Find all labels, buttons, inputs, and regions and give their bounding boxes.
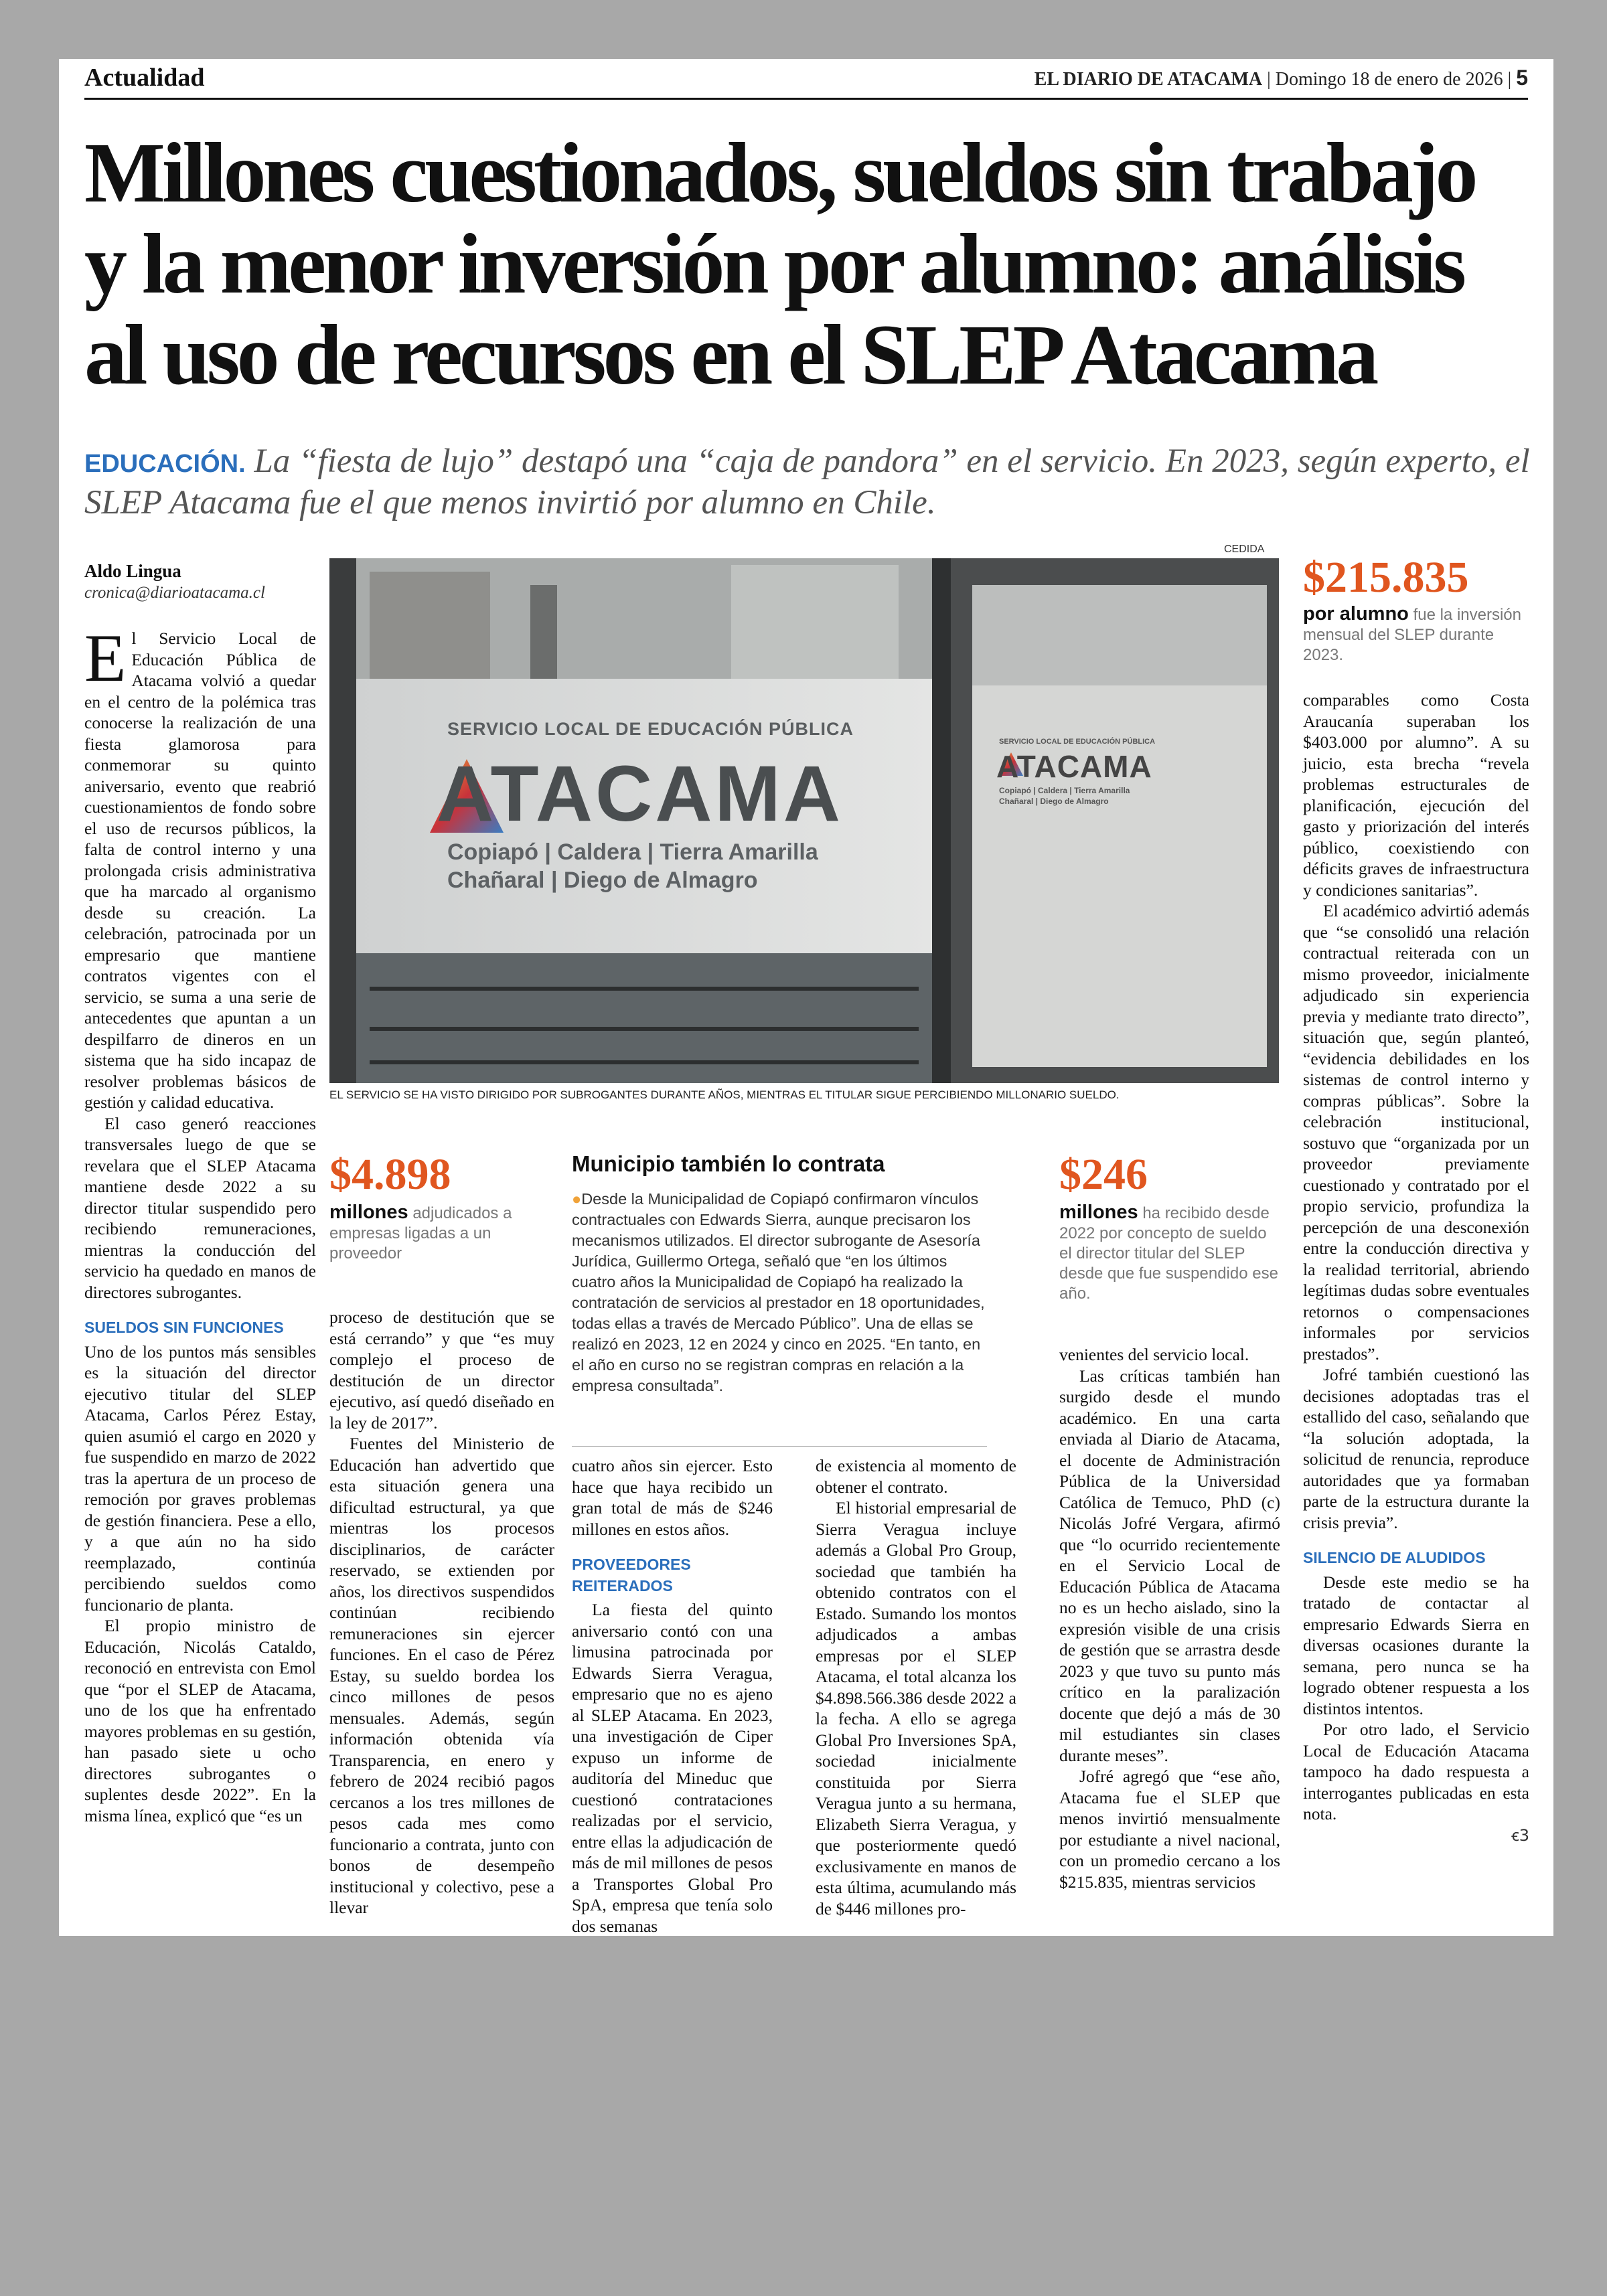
subheading: PROVEEDORES REITERADOS bbox=[572, 1556, 691, 1594]
article-photo bbox=[329, 558, 1279, 1083]
paragraph: La fiesta del quinto aniversario contó con una limusina patrocinada por Edwards Sierra Veragua, empresario que no es ajeno al SLEP Atacama. En 2023, una investigación de Ciper expuso un informe de auditoría del Mineduc que cuestionó contrataciones realizadas por el servicio, entre ellas la adjudicación de más de mil millones de pesos a Transportes Global Pro SpA, empresa que tenía solo dos semanas bbox=[572, 1600, 773, 1936]
door-sign-line-2: Chañaral | Diego de Almagro bbox=[999, 797, 1109, 806]
paragraph: Jofré también cuestionó las decisiones adoptadas tras el estallido del caso, señalando que “la solución adoptada, la solicitud de renuncia, reproduce autoridades que ya formaban parte de la estructura durante la crisis previa”. bbox=[1303, 1365, 1529, 1532]
sign-name: ATACAMA bbox=[437, 750, 843, 838]
column-2 bbox=[329, 1307, 554, 1918]
door-sign-name: ATACAMA bbox=[996, 749, 1152, 784]
subheading: SUELDOS SIN FUNCIONES bbox=[84, 1319, 284, 1336]
stat-bold: millones bbox=[1059, 1202, 1138, 1223]
page-number: 5 bbox=[1516, 66, 1528, 90]
paragraph: de existencia al momento de obtener el contrato. bbox=[816, 1456, 1016, 1497]
paragraph: Desde este medio se ha tratado de contactar al empresario Edwards Sierra en diversas ocasiones durante la semana, pero nunca se ha logrado obtener respuesta a los distintos intentos. bbox=[1303, 1572, 1529, 1718]
column-1 bbox=[84, 621, 316, 1826]
paragraph: El académico advirtió además que “se consolidó una relación contractual reiterada con un mismo proveedor, inicialmente adjudicado sin experiencia previa y mediante trato directo”, situación que, según planteó, “evidencia debilidades en los sistemas de control interno y compras públicas”. Sobre la celebración institucional, sostuvo que “organizada por un proveedor previamente cuestionado y contratado por el propio servicio, profundiza la percepción de una desconexión entre la conducción directiva y la realidad territorial, abriendo legítimas dudas sobre eventuales retornos o compensaciones informales por servicios prestados”. bbox=[1303, 901, 1529, 1364]
stat-bold: millones bbox=[329, 1202, 408, 1223]
end-mark-icon: ꞓ3 bbox=[1511, 1825, 1529, 1845]
stat-text: ha recibido desde 2022 por concepto de sueldo el director titular del SLEP desde que fue suspendido ese año. bbox=[1059, 1204, 1278, 1303]
paragraph: El propio ministro de Educación, Nicolás Cataldo, reconoció en entrevista con Emol que “por el SLEP de Atacama, uno de los que ha enfrentado mayores problemas en su gestión, han pasado siete u ocho directores subrogantes o suplentes desde 2022”. En la misma línea, explicó que “es un bbox=[84, 1616, 316, 1825]
paragraph: proceso de destitución que se está cerrando” y que “es muy complejo el proceso de destitución de un director ejecutivo, así quedó diseñado en la ley de 2017”. bbox=[329, 1307, 554, 1432]
sidebar-rule bbox=[572, 1446, 987, 1447]
sidebar-box bbox=[572, 1151, 987, 1396]
paragraph: venientes del servicio local. bbox=[1059, 1345, 1249, 1364]
column-3 bbox=[572, 1455, 773, 1936]
stat-bold: por alumno bbox=[1303, 603, 1409, 625]
paragraph: Jofré agregó que “ese año, Atacama fue el SLEP que menos invirtió mensualmente por estudiante a nivel nacional, con un promedio cercano a los $215.835, mientras servicios bbox=[1059, 1767, 1280, 1892]
sign-line-1: Copiapó | Caldera | Tierra Amarilla bbox=[447, 839, 818, 865]
paragraph: Por otro lado, el Servicio Local de Educación Atacama tampoco ha dado respuesta a interrogantes publicadas en esta nota. bbox=[1303, 1720, 1529, 1823]
paragraph: l Servicio Local de Educación Pública de Atacama volvió a quedar en el centro de la polémica tras conocerse la realización de una fiesta glamorosa para conmemorar su quinto aniversario, evento que reabrió cuestionamientos de fondo sobre el uso de recursos públicos, la falta de control interno y una prolongada crisis administrativa que ha marcado al organismo desde su creación. La celebración, patrocinada por un empresario que mantiene contratos vigentes con el servicio, se suma a una serie de antecedentes que apuntan a un despilfarro de dineros en un sistema que ha sido incapaz de resolver problemas básicos de gestión y calidad educativa. bbox=[84, 629, 316, 1112]
stat-number: $246 bbox=[1059, 1150, 1148, 1199]
paragraph: comparables como Costa Araucanía superaban los $403.000 por alumno”. A su juicio, esta brecha “revela problemas estructurales de planificación, ejecución del gasto y priorización del interés público, coexistiendo con déficits graves de infraestructura y condiciones sanitarias”. bbox=[1303, 690, 1529, 900]
deck-keyword: EDUCACIÓN. bbox=[84, 450, 246, 478]
paragraph: cuatro años sin ejercer. Esto hace que haya recibido un gran total de más de $246 millones en estos años. bbox=[572, 1456, 773, 1539]
sidebar-title: Municipio también lo contrata bbox=[572, 1151, 885, 1176]
headline: Millones cuestionados, sueldos sin trabajo y la menor inversión por alumno: análisis al uso de recursos en el SLEP Atacama bbox=[84, 125, 1475, 402]
stat-number: $215.835 bbox=[1303, 553, 1469, 602]
header-rule bbox=[84, 98, 1528, 100]
photo-credit: CEDIDA bbox=[1224, 544, 1265, 555]
column-6 bbox=[1303, 689, 1529, 1846]
author-name: Aldo Lingua bbox=[84, 561, 181, 581]
sidebar-text: Desde la Municipalidad de Copiapó confirmaron vínculos contractuales con Edwards Sierra, aunque precisaron los mecanismos utilizados. El director subrogante de Asesoría Jurídica, Guillermo Ortega, señaló que “en los últimos cuatro años la Municipalidad de Copiapó ha realizado la contratación de servicios al prestador en 18 oportunidades, todas ellas a través de Mercado Público”. Una de ellas se realizó en 2023, 12 en 2024 y cinco en 2025. “En tanto, en el año en curso no se registran compras en relación a la empresa consultada”. bbox=[572, 1190, 985, 1394]
sign-header: SERVICIO LOCAL DE EDUCACIÓN PÚBLICA bbox=[447, 719, 854, 739]
stat-text: fue la inversión mensual del SLEP durante 2023. bbox=[1303, 606, 1521, 664]
sign-line-2: Chañaral | Diego de Almagro bbox=[447, 868, 758, 893]
dropcap: E bbox=[84, 621, 127, 696]
section-label: Actualidad bbox=[84, 64, 205, 92]
column-5 bbox=[1059, 1344, 1280, 1892]
door-sign-header: SERVICIO LOCAL DE EDUCACIÓN PÚBLICA bbox=[999, 738, 1156, 746]
issue-date: Domingo 18 de enero de 2026 bbox=[1275, 69, 1503, 90]
deck-text: La “fiesta de lujo” destapó una “caja de pandora” en el servicio. En 2023, según experto, el SLEP Atacama fue el que menos invirtió por alumno en Chile. bbox=[84, 442, 1530, 521]
stat-number: $4.898 bbox=[329, 1150, 451, 1199]
paragraph: Fuentes del Ministerio de Educación han advertido que esta situación genera una dificultad estructural, ya que mientras los procesos disciplinarios, de carácter reservado, se extienden por años, los directivos suspendidos continúan recibiendo remuneraciones sin ejercer funciones. En el caso de Pérez Estay, su sueldo bordea los cinco millones de pesos mensuales. Además, según información obtenida vía Transparencia, en enero y febrero de 2024 recibió pagos cercanos a los tres millones de pesos cada mes como funcionario a contrata, junto con bonos de desempeño institucional y colectivo, pese a llevar bbox=[329, 1434, 554, 1917]
paper-info: EL DIARIO DE ATACAMA | Domingo 18 de enero de 2026 | 5 bbox=[1034, 66, 1528, 90]
paragraph: El historial empresarial de Sierra Veragua incluye además a Global Pro Group, sociedad que también ha obtenido contratos con el Estado. Sumando los montos adjudicados a ambas empresas por el SLEP Atacama, el total alcanza los $4.898.566.386 desde 2022 a la fecha. A ello se agrega Global Pro Inversiones SpA, sociedad inicialmente constituida por Sierra Veragua junto a su hermana, Elizabeth Sierra Veragua, y que posteriormente quedó exclusivamente en manos de esta última, acumulando más de $446 millones pro- bbox=[816, 1498, 1016, 1918]
paragraph: Las críticas también han surgido desde el mundo académico. En una carta enviada al Diario de Atacama, el docente de Administración Pública de la Universidad Católica de Temuco, PhD (c) Nicolás Jofré Vergara, afirmó que “lo ocurrido recientemente en el Servicio Local de Educación Pública de Atacama no es un hecho aislado, sino la expresión visible de una crisis de gestión que se arrastra desde 2023 y que tuvo su punto más crítico en la paralización docente que dejó a más de 30 mil estudiantes sin clases durante meses”. bbox=[1059, 1366, 1280, 1765]
newspaper-name: EL DIARIO DE ATACAMA bbox=[1034, 69, 1263, 90]
paragraph: Uno de los puntos más sensibles es la situación del director ejecutivo titular del SLEP Atacama, Carlos Pérez Estay, quien asumió el cargo en 2020 y fue suspendido en marzo de 2022 tras la apertura de un proceso de remoción por graves problemas de gestión financiera. Pese a ello, y a que aún no ha sido reemplazado, continúa percibiendo sueldos como funcionario de planta. bbox=[84, 1341, 316, 1615]
author-email: cronica@diarioatacama.cl bbox=[84, 584, 265, 602]
bullet-dot: ● bbox=[572, 1190, 582, 1208]
stat-box-1 bbox=[329, 1151, 554, 1264]
stat-text: adjudicados a empresas ligadas a un proveedor bbox=[329, 1204, 512, 1262]
stat-box-3 bbox=[1303, 554, 1529, 665]
subheading: SILENCIO DE ALUDIDOS bbox=[1303, 1549, 1486, 1566]
deck bbox=[84, 442, 1531, 522]
newspaper-page bbox=[59, 59, 1553, 1936]
door-sign-line-1: Copiapó | Caldera | Tierra Amarilla bbox=[999, 786, 1130, 795]
stat-box-2 bbox=[1059, 1151, 1280, 1304]
column-4 bbox=[816, 1455, 1016, 1919]
paragraph: El caso generó reacciones transversales luego de que se revelara que el SLEP Atacama mantiene desde 2022 a su director titular suspendido pero recibiendo remuneraciones, mientras la conducción del servicio ha quedado en manos de directores subrogantes. bbox=[84, 1113, 316, 1302]
photo-caption: EL SERVICIO SE HA VISTO DIRIGIDO POR SUBROGANTES DURANTE AÑOS, MIENTRAS EL TITULAR SIGUE PERCIBIENDO MILLONARIO SUELDO. bbox=[329, 1088, 1120, 1101]
